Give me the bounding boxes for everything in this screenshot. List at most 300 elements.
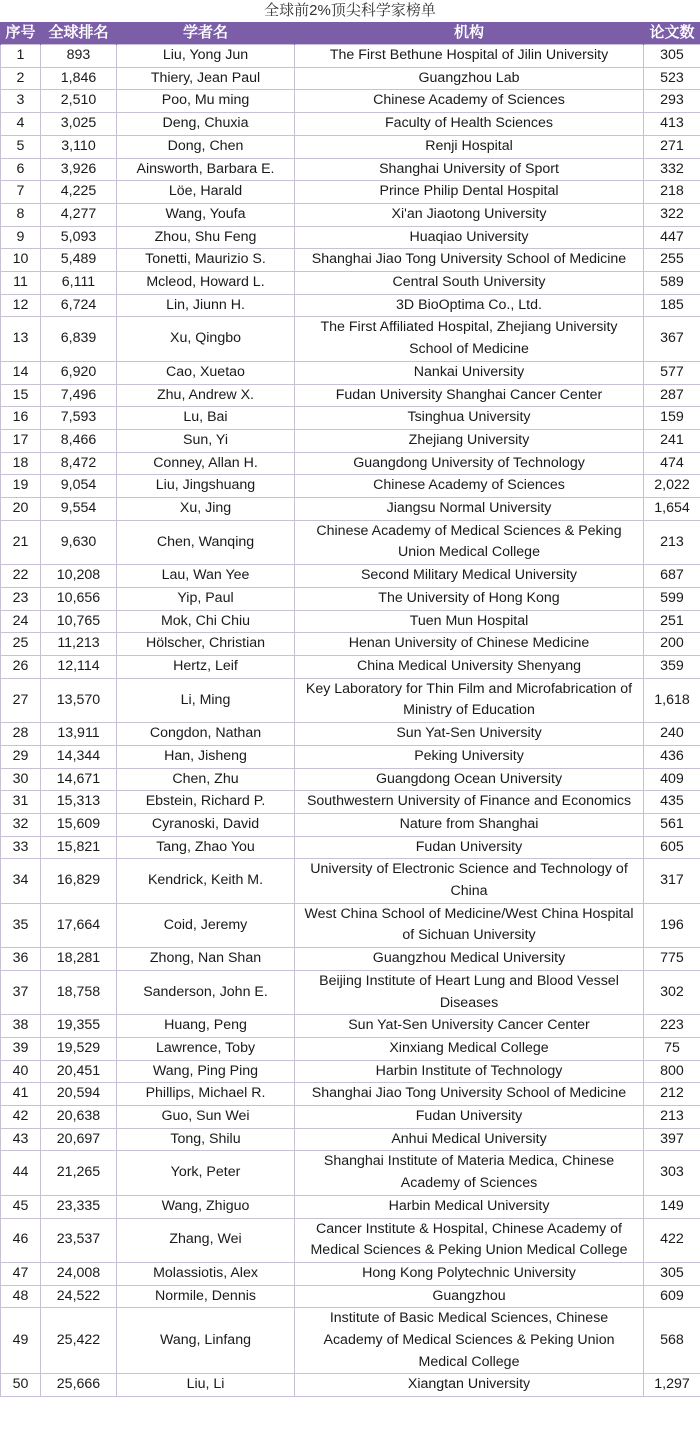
- institution-cell: Sun Yat-Sen University: [295, 723, 644, 746]
- paper-count-cell: 185: [644, 294, 700, 317]
- global-rank-cell: 13,911: [41, 723, 117, 746]
- row-index-cell: 21: [1, 520, 41, 564]
- table-row: [1, 678, 700, 722]
- table-row: [1, 181, 700, 204]
- paper-count-cell: 251: [644, 610, 700, 633]
- paper-count-cell: 200: [644, 633, 700, 656]
- scholar-name-cell: Dong, Chen: [117, 135, 295, 158]
- table-row: [1, 836, 700, 859]
- row-index-cell: 44: [1, 1151, 41, 1195]
- paper-count-cell: 218: [644, 181, 700, 204]
- paper-count-cell: 409: [644, 768, 700, 791]
- institution-cell: Guangzhou Medical University: [295, 948, 644, 971]
- scholar-name-cell: Wang, Ping Ping: [117, 1060, 295, 1083]
- row-index-cell: 47: [1, 1262, 41, 1285]
- institution-cell: University of Electronic Science and Technology of China: [295, 859, 644, 903]
- paper-count-cell: 687: [644, 565, 700, 588]
- column-header-global-rank: 全球排名: [41, 22, 117, 45]
- paper-count-cell: 523: [644, 67, 700, 90]
- paper-count-cell: 359: [644, 655, 700, 678]
- table-row: [1, 1285, 700, 1308]
- table-row: [1, 113, 700, 136]
- scholar-name-cell: Chen, Zhu: [117, 768, 295, 791]
- table-row: [1, 361, 700, 384]
- institution-cell: Institute of Basic Medical Sciences, Chinese Academy of Medical Sciences & Peking Union Medical College: [295, 1308, 644, 1374]
- scholar-name-cell: Liu, Jingshuang: [117, 475, 295, 498]
- table-row: [1, 791, 700, 814]
- table-row: [1, 429, 700, 452]
- paper-count-cell: 568: [644, 1308, 700, 1374]
- institution-cell: Beijing Institute of Heart Lung and Blood Vessel Diseases: [295, 970, 644, 1014]
- institution-cell: Xinxiang Medical College: [295, 1037, 644, 1060]
- scholar-name-cell: Zhou, Shu Feng: [117, 226, 295, 249]
- global-rank-cell: 6,724: [41, 294, 117, 317]
- scholar-name-cell: Tang, Zhao You: [117, 836, 295, 859]
- global-rank-cell: 14,344: [41, 745, 117, 768]
- global-rank-cell: 20,638: [41, 1106, 117, 1129]
- paper-count-cell: 303: [644, 1151, 700, 1195]
- paper-count-cell: 605: [644, 836, 700, 859]
- table-row: [1, 970, 700, 1014]
- table-row: [1, 135, 700, 158]
- row-index-cell: 9: [1, 226, 41, 249]
- institution-cell: Chinese Academy of Medical Sciences & Peking Union Medical College: [295, 520, 644, 564]
- institution-cell: Sun Yat-Sen University Cancer Center: [295, 1015, 644, 1038]
- scholar-name-cell: Deng, Chuxia: [117, 113, 295, 136]
- row-index-cell: 40: [1, 1060, 41, 1083]
- global-rank-cell: 23,537: [41, 1218, 117, 1262]
- row-index-cell: 34: [1, 859, 41, 903]
- paper-count-cell: 213: [644, 1106, 700, 1129]
- row-index-cell: 8: [1, 203, 41, 226]
- institution-cell: China Medical University Shenyang: [295, 655, 644, 678]
- row-index-cell: 16: [1, 407, 41, 430]
- institution-cell: Peking University: [295, 745, 644, 768]
- paper-count-cell: 302: [644, 970, 700, 1014]
- table-row: [1, 158, 700, 181]
- scholar-name-cell: Wang, Youfa: [117, 203, 295, 226]
- institution-cell: Chinese Academy of Sciences: [295, 475, 644, 498]
- row-index-cell: 17: [1, 429, 41, 452]
- row-index-cell: 20: [1, 498, 41, 521]
- institution-cell: Xi'an Jiaotong University: [295, 203, 644, 226]
- paper-count-cell: 436: [644, 745, 700, 768]
- row-index-cell: 19: [1, 475, 41, 498]
- table-row: [1, 1106, 700, 1129]
- global-rank-cell: 9,554: [41, 498, 117, 521]
- institution-cell: Guangdong University of Technology: [295, 452, 644, 475]
- paper-count-cell: 609: [644, 1285, 700, 1308]
- table-row: [1, 655, 700, 678]
- row-index-cell: 22: [1, 565, 41, 588]
- row-index-cell: 1: [1, 45, 41, 68]
- row-index-cell: 14: [1, 361, 41, 384]
- row-index-cell: 43: [1, 1128, 41, 1151]
- global-rank-cell: 15,313: [41, 791, 117, 814]
- row-index-cell: 46: [1, 1218, 41, 1262]
- paper-count-cell: 293: [644, 90, 700, 113]
- global-rank-cell: 20,451: [41, 1060, 117, 1083]
- table-row: [1, 294, 700, 317]
- row-index-cell: 38: [1, 1015, 41, 1038]
- table-row: [1, 226, 700, 249]
- global-rank-cell: 25,422: [41, 1308, 117, 1374]
- paper-count-cell: 1,654: [644, 498, 700, 521]
- scholar-name-cell: Yip, Paul: [117, 587, 295, 610]
- global-rank-cell: 12,114: [41, 655, 117, 678]
- scholar-name-cell: Hertz, Leif: [117, 655, 295, 678]
- paper-count-cell: 322: [644, 203, 700, 226]
- global-rank-cell: 2,510: [41, 90, 117, 113]
- scholar-name-cell: Phillips, Michael R.: [117, 1083, 295, 1106]
- paper-count-cell: 413: [644, 113, 700, 136]
- global-rank-cell: 10,208: [41, 565, 117, 588]
- row-index-cell: 4: [1, 113, 41, 136]
- institution-cell: The First Bethune Hospital of Jilin University: [295, 45, 644, 68]
- global-rank-cell: 8,466: [41, 429, 117, 452]
- institution-cell: Faculty of Health Sciences: [295, 113, 644, 136]
- row-index-cell: 28: [1, 723, 41, 746]
- global-rank-cell: 1,846: [41, 67, 117, 90]
- global-rank-cell: 10,765: [41, 610, 117, 633]
- scholar-name-cell: Hölscher, Christian: [117, 633, 295, 656]
- global-rank-cell: 4,277: [41, 203, 117, 226]
- table-row: [1, 45, 700, 68]
- scholar-name-cell: Guo, Sun Wei: [117, 1106, 295, 1129]
- table-row: [1, 1151, 700, 1195]
- global-rank-cell: 3,110: [41, 135, 117, 158]
- scholar-name-cell: Lu, Bai: [117, 407, 295, 430]
- table-row: [1, 633, 700, 656]
- paper-count-cell: 287: [644, 384, 700, 407]
- table-row: [1, 745, 700, 768]
- paper-count-cell: 332: [644, 158, 700, 181]
- table-row: [1, 723, 700, 746]
- paper-count-cell: 775: [644, 948, 700, 971]
- row-index-cell: 11: [1, 272, 41, 295]
- institution-cell: Tsinghua University: [295, 407, 644, 430]
- scientist-ranking-table: [0, 22, 700, 1397]
- paper-count-cell: 800: [644, 1060, 700, 1083]
- scholar-name-cell: Tonetti, Maurizio S.: [117, 249, 295, 272]
- scholar-name-cell: Congdon, Nathan: [117, 723, 295, 746]
- paper-count-cell: 196: [644, 903, 700, 947]
- paper-count-cell: 305: [644, 1262, 700, 1285]
- global-rank-cell: 4,225: [41, 181, 117, 204]
- global-rank-cell: 18,758: [41, 970, 117, 1014]
- global-rank-cell: 19,355: [41, 1015, 117, 1038]
- column-header-institution: 机构: [295, 22, 644, 45]
- paper-count-cell: 241: [644, 429, 700, 452]
- table-row: [1, 948, 700, 971]
- institution-cell: Anhui Medical University: [295, 1128, 644, 1151]
- scholar-name-cell: Tong, Shilu: [117, 1128, 295, 1151]
- institution-cell: Shanghai Jiao Tong University School of Medicine: [295, 1083, 644, 1106]
- global-rank-cell: 9,054: [41, 475, 117, 498]
- table-row: [1, 1037, 700, 1060]
- scholar-name-cell: Liu, Li: [117, 1374, 295, 1397]
- global-rank-cell: 17,664: [41, 903, 117, 947]
- row-index-cell: 7: [1, 181, 41, 204]
- scholar-name-cell: Huang, Peng: [117, 1015, 295, 1038]
- institution-cell: Cancer Institute & Hospital, Chinese Academy of Medical Sciences & Peking Union Medical College: [295, 1218, 644, 1262]
- institution-cell: Xiangtan University: [295, 1374, 644, 1397]
- paper-count-cell: 271: [644, 135, 700, 158]
- paper-count-cell: 212: [644, 1083, 700, 1106]
- scholar-name-cell: Coid, Jeremy: [117, 903, 295, 947]
- institution-cell: Guangdong Ocean University: [295, 768, 644, 791]
- global-rank-cell: 9,630: [41, 520, 117, 564]
- global-rank-cell: 16,829: [41, 859, 117, 903]
- global-rank-cell: 25,666: [41, 1374, 117, 1397]
- scholar-name-cell: Liu, Yong Jun: [117, 45, 295, 68]
- table-row: [1, 903, 700, 947]
- row-index-cell: 42: [1, 1106, 41, 1129]
- scholar-name-cell: Sun, Yi: [117, 429, 295, 452]
- header-row: [1, 22, 700, 45]
- column-header-scholar-name: 学者名: [117, 22, 295, 45]
- table-row: [1, 813, 700, 836]
- row-index-cell: 23: [1, 587, 41, 610]
- scholar-name-cell: Normile, Dennis: [117, 1285, 295, 1308]
- table-row: [1, 1060, 700, 1083]
- institution-cell: Guangzhou Lab: [295, 67, 644, 90]
- row-index-cell: 18: [1, 452, 41, 475]
- scholar-name-cell: Han, Jisheng: [117, 745, 295, 768]
- row-index-cell: 31: [1, 791, 41, 814]
- row-index-cell: 2: [1, 67, 41, 90]
- paper-count-cell: 149: [644, 1195, 700, 1218]
- table-row: [1, 1374, 700, 1397]
- institution-cell: The University of Hong Kong: [295, 587, 644, 610]
- institution-cell: Henan University of Chinese Medicine: [295, 633, 644, 656]
- paper-count-cell: 305: [644, 45, 700, 68]
- global-rank-cell: 3,926: [41, 158, 117, 181]
- institution-cell: Prince Philip Dental Hospital: [295, 181, 644, 204]
- paper-count-cell: 1,618: [644, 678, 700, 722]
- paper-count-cell: 240: [644, 723, 700, 746]
- paper-count-cell: 561: [644, 813, 700, 836]
- table-row: [1, 565, 700, 588]
- global-rank-cell: 3,025: [41, 113, 117, 136]
- global-rank-cell: 13,570: [41, 678, 117, 722]
- global-rank-cell: 893: [41, 45, 117, 68]
- table-row: [1, 1128, 700, 1151]
- table-row: [1, 1195, 700, 1218]
- table-row: [1, 67, 700, 90]
- scholar-name-cell: Wang, Linfang: [117, 1308, 295, 1374]
- row-index-cell: 49: [1, 1308, 41, 1374]
- institution-cell: West China School of Medicine/West China Hospital of Sichuan University: [295, 903, 644, 947]
- global-rank-cell: 23,335: [41, 1195, 117, 1218]
- row-index-cell: 48: [1, 1285, 41, 1308]
- row-index-cell: 50: [1, 1374, 41, 1397]
- institution-cell: Harbin Medical University: [295, 1195, 644, 1218]
- institution-cell: Zhejiang University: [295, 429, 644, 452]
- paper-count-cell: 159: [644, 407, 700, 430]
- paper-count-cell: 577: [644, 361, 700, 384]
- global-rank-cell: 6,111: [41, 272, 117, 295]
- row-index-cell: 13: [1, 317, 41, 361]
- scholar-name-cell: Wang, Zhiguo: [117, 1195, 295, 1218]
- row-index-cell: 5: [1, 135, 41, 158]
- scholar-name-cell: Poo, Mu ming: [117, 90, 295, 113]
- row-index-cell: 15: [1, 384, 41, 407]
- institution-cell: Second Military Medical University: [295, 565, 644, 588]
- row-index-cell: 6: [1, 158, 41, 181]
- row-index-cell: 35: [1, 903, 41, 947]
- table-row: [1, 452, 700, 475]
- global-rank-cell: 10,656: [41, 587, 117, 610]
- scholar-name-cell: Chen, Wanqing: [117, 520, 295, 564]
- institution-cell: Shanghai University of Sport: [295, 158, 644, 181]
- global-rank-cell: 24,522: [41, 1285, 117, 1308]
- institution-cell: Nature from Shanghai: [295, 813, 644, 836]
- institution-cell: Central South University: [295, 272, 644, 295]
- global-rank-cell: 20,594: [41, 1083, 117, 1106]
- table-row: [1, 407, 700, 430]
- paper-count-cell: 435: [644, 791, 700, 814]
- scholar-name-cell: Löe, Harald: [117, 181, 295, 204]
- table-row: [1, 384, 700, 407]
- table-row: [1, 249, 700, 272]
- global-rank-cell: 15,821: [41, 836, 117, 859]
- institution-cell: 3D BioOptima Co., Ltd.: [295, 294, 644, 317]
- row-index-cell: 26: [1, 655, 41, 678]
- paper-count-cell: 447: [644, 226, 700, 249]
- institution-cell: The First Affiliated Hospital, Zhejiang University School of Medicine: [295, 317, 644, 361]
- global-rank-cell: 15,609: [41, 813, 117, 836]
- scholar-name-cell: Mok, Chi Chiu: [117, 610, 295, 633]
- table-row: [1, 317, 700, 361]
- global-rank-cell: 5,489: [41, 249, 117, 272]
- scholar-name-cell: Zhu, Andrew X.: [117, 384, 295, 407]
- institution-cell: Southwestern University of Finance and Economics: [295, 791, 644, 814]
- row-index-cell: 29: [1, 745, 41, 768]
- institution-cell: Huaqiao University: [295, 226, 644, 249]
- paper-count-cell: 422: [644, 1218, 700, 1262]
- global-rank-cell: 20,697: [41, 1128, 117, 1151]
- scholar-name-cell: Cyranoski, David: [117, 813, 295, 836]
- row-index-cell: 12: [1, 294, 41, 317]
- global-rank-cell: 11,213: [41, 633, 117, 656]
- institution-cell: Nankai University: [295, 361, 644, 384]
- row-index-cell: 27: [1, 678, 41, 722]
- row-index-cell: 45: [1, 1195, 41, 1218]
- table-row: [1, 1308, 700, 1374]
- table-row: [1, 1083, 700, 1106]
- table-row: [1, 520, 700, 564]
- scholar-name-cell: Thiery, Jean Paul: [117, 67, 295, 90]
- global-rank-cell: 18,281: [41, 948, 117, 971]
- global-rank-cell: 14,671: [41, 768, 117, 791]
- table-row: [1, 1218, 700, 1262]
- institution-cell: Hong Kong Polytechnic University: [295, 1262, 644, 1285]
- row-index-cell: 30: [1, 768, 41, 791]
- scholar-name-cell: Lin, Jiunn H.: [117, 294, 295, 317]
- institution-cell: Shanghai Jiao Tong University School of Medicine: [295, 249, 644, 272]
- paper-count-cell: 397: [644, 1128, 700, 1151]
- global-rank-cell: 21,265: [41, 1151, 117, 1195]
- paper-count-cell: 223: [644, 1015, 700, 1038]
- scholar-name-cell: Sanderson, John E.: [117, 970, 295, 1014]
- scholar-name-cell: Lau, Wan Yee: [117, 565, 295, 588]
- row-index-cell: 41: [1, 1083, 41, 1106]
- scholar-name-cell: York, Peter: [117, 1151, 295, 1195]
- paper-count-cell: 2,022: [644, 475, 700, 498]
- row-index-cell: 36: [1, 948, 41, 971]
- global-rank-cell: 6,839: [41, 317, 117, 361]
- institution-cell: Fudan University Shanghai Cancer Center: [295, 384, 644, 407]
- table-title: 全球前2%顶尖科学家榜单: [0, 0, 700, 22]
- table-row: [1, 859, 700, 903]
- institution-cell: Fudan University: [295, 1106, 644, 1129]
- paper-count-cell: 317: [644, 859, 700, 903]
- scholar-name-cell: Lawrence, Toby: [117, 1037, 295, 1060]
- scholar-name-cell: Molassiotis, Alex: [117, 1262, 295, 1285]
- row-index-cell: 39: [1, 1037, 41, 1060]
- table-row: [1, 498, 700, 521]
- row-index-cell: 37: [1, 970, 41, 1014]
- global-rank-cell: 7,593: [41, 407, 117, 430]
- table-row: [1, 90, 700, 113]
- global-rank-cell: 7,496: [41, 384, 117, 407]
- institution-cell: Guangzhou: [295, 1285, 644, 1308]
- scholar-name-cell: Zhang, Wei: [117, 1218, 295, 1262]
- table-body: [1, 45, 700, 1397]
- row-index-cell: 10: [1, 249, 41, 272]
- institution-cell: Jiangsu Normal University: [295, 498, 644, 521]
- scholar-name-cell: Ebstein, Richard P.: [117, 791, 295, 814]
- column-header-paper-count: 论文数: [644, 22, 700, 45]
- global-rank-cell: 5,093: [41, 226, 117, 249]
- paper-count-cell: 589: [644, 272, 700, 295]
- scholar-name-cell: Xu, Jing: [117, 498, 295, 521]
- global-rank-cell: 24,008: [41, 1262, 117, 1285]
- scholar-name-cell: Cao, Xuetao: [117, 361, 295, 384]
- scholar-name-cell: Xu, Qingbo: [117, 317, 295, 361]
- institution-cell: Key Laboratory for Thin Film and Microfabrication of Ministry of Education: [295, 678, 644, 722]
- institution-cell: Chinese Academy of Sciences: [295, 90, 644, 113]
- scholar-name-cell: Conney, Allan H.: [117, 452, 295, 475]
- global-rank-cell: 8,472: [41, 452, 117, 475]
- table-row: [1, 768, 700, 791]
- row-index-cell: 33: [1, 836, 41, 859]
- institution-cell: Fudan University: [295, 836, 644, 859]
- scholar-name-cell: Zhong, Nan Shan: [117, 948, 295, 971]
- table-row: [1, 587, 700, 610]
- table-row: [1, 272, 700, 295]
- paper-count-cell: 474: [644, 452, 700, 475]
- institution-cell: Renji Hospital: [295, 135, 644, 158]
- institution-cell: Shanghai Institute of Materia Medica, Chinese Academy of Sciences: [295, 1151, 644, 1195]
- global-rank-cell: 6,920: [41, 361, 117, 384]
- row-index-cell: 24: [1, 610, 41, 633]
- table-row: [1, 475, 700, 498]
- table-row: [1, 1015, 700, 1038]
- global-rank-cell: 19,529: [41, 1037, 117, 1060]
- paper-count-cell: 255: [644, 249, 700, 272]
- table-row: [1, 610, 700, 633]
- institution-cell: Harbin Institute of Technology: [295, 1060, 644, 1083]
- paper-count-cell: 367: [644, 317, 700, 361]
- scholar-name-cell: Ainsworth, Barbara E.: [117, 158, 295, 181]
- scholar-name-cell: Mcleod, Howard L.: [117, 272, 295, 295]
- column-header-index: 序号: [1, 22, 41, 45]
- row-index-cell: 3: [1, 90, 41, 113]
- row-index-cell: 25: [1, 633, 41, 656]
- table-row: [1, 1262, 700, 1285]
